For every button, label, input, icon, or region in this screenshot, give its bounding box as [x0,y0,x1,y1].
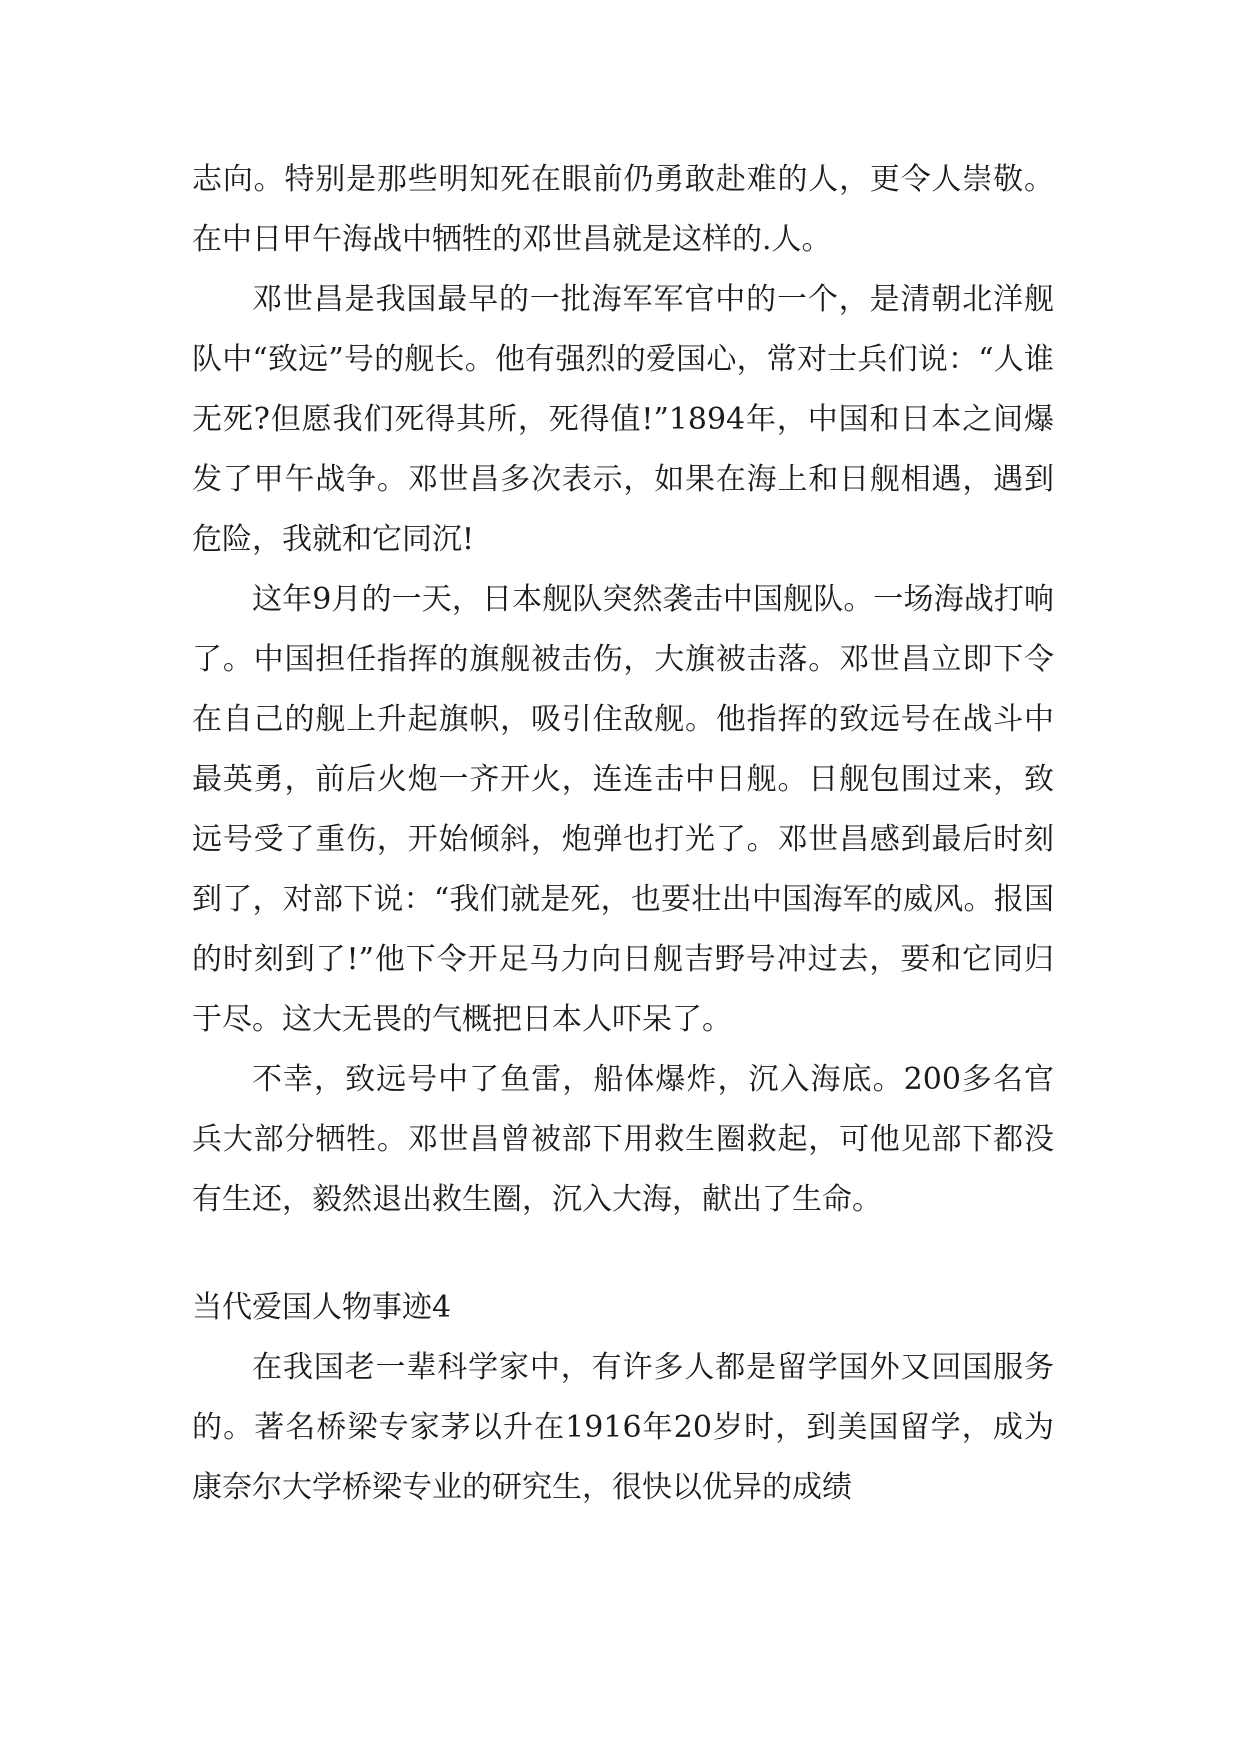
section-heading: 当代爱国人物事迹4 [192,1290,452,1325]
document-body [192,150,1054,1518]
paragraph-battle: 这年9月的一天，日本舰队突然袭击中国舰队。一场海战打响了。中国担任指挥的旗舰被击伤，大旗被击落。邓世昌立即下令在自己的舰上升起旗帜，吸引住敌舰。他指挥的致远号在战斗中最英勇，前后火炮一齐开火，连连击中日舰。日舰包围过来，致远号受了重伤，开始倾斜，炮弹也打光了。邓世昌感到最后时刻到了，对部下说：“我们就是死，也要壮出中国海军的威风。报国的时刻到了!”他下令开足马力向日舰吉野号冲过去，要和它同归于尽。这大无畏的气概把日本人吓呆了。 [192,582,1054,1037]
paragraph-mao-yisheng: 在我国老一辈科学家中，有许多人都是留学国外又回国服务的。著名桥梁专家茅以升在1916年20岁时，到美国留学，成为康奈尔大学桥梁专业的研究生，很快以优异的成绩 [192,1350,1054,1505]
paragraph-continued: 志向。特别是那些明知死在眼前仍勇敢赴难的人，更令人崇敬。在中日甲午海战中牺牲的邓世昌就是这样的.人。 [192,162,1054,257]
paragraph-sinking: 不幸，致远号中了鱼雷，船体爆炸，沉入海底。200多名官兵大部分牺牲。邓世昌曾被部下用救生圈救起，可他见部下都没有生还，毅然退出救生圈，沉入大海，献出了生命。 [192,1062,1054,1217]
paragraph-deng-shichang-intro: 邓世昌是我国最早的一批海军军官中的一个，是清朝北洋舰队中“致远”号的舰长。他有强烈的爱国心，常对士兵们说：“人谁无死?但愿我们死得其所，死得值!”1894年，中国和日本之间爆发了甲午战争。邓世昌多次表示，如果在海上和日舰相遇，遇到危险，我就和它同沉! [192,282,1054,557]
